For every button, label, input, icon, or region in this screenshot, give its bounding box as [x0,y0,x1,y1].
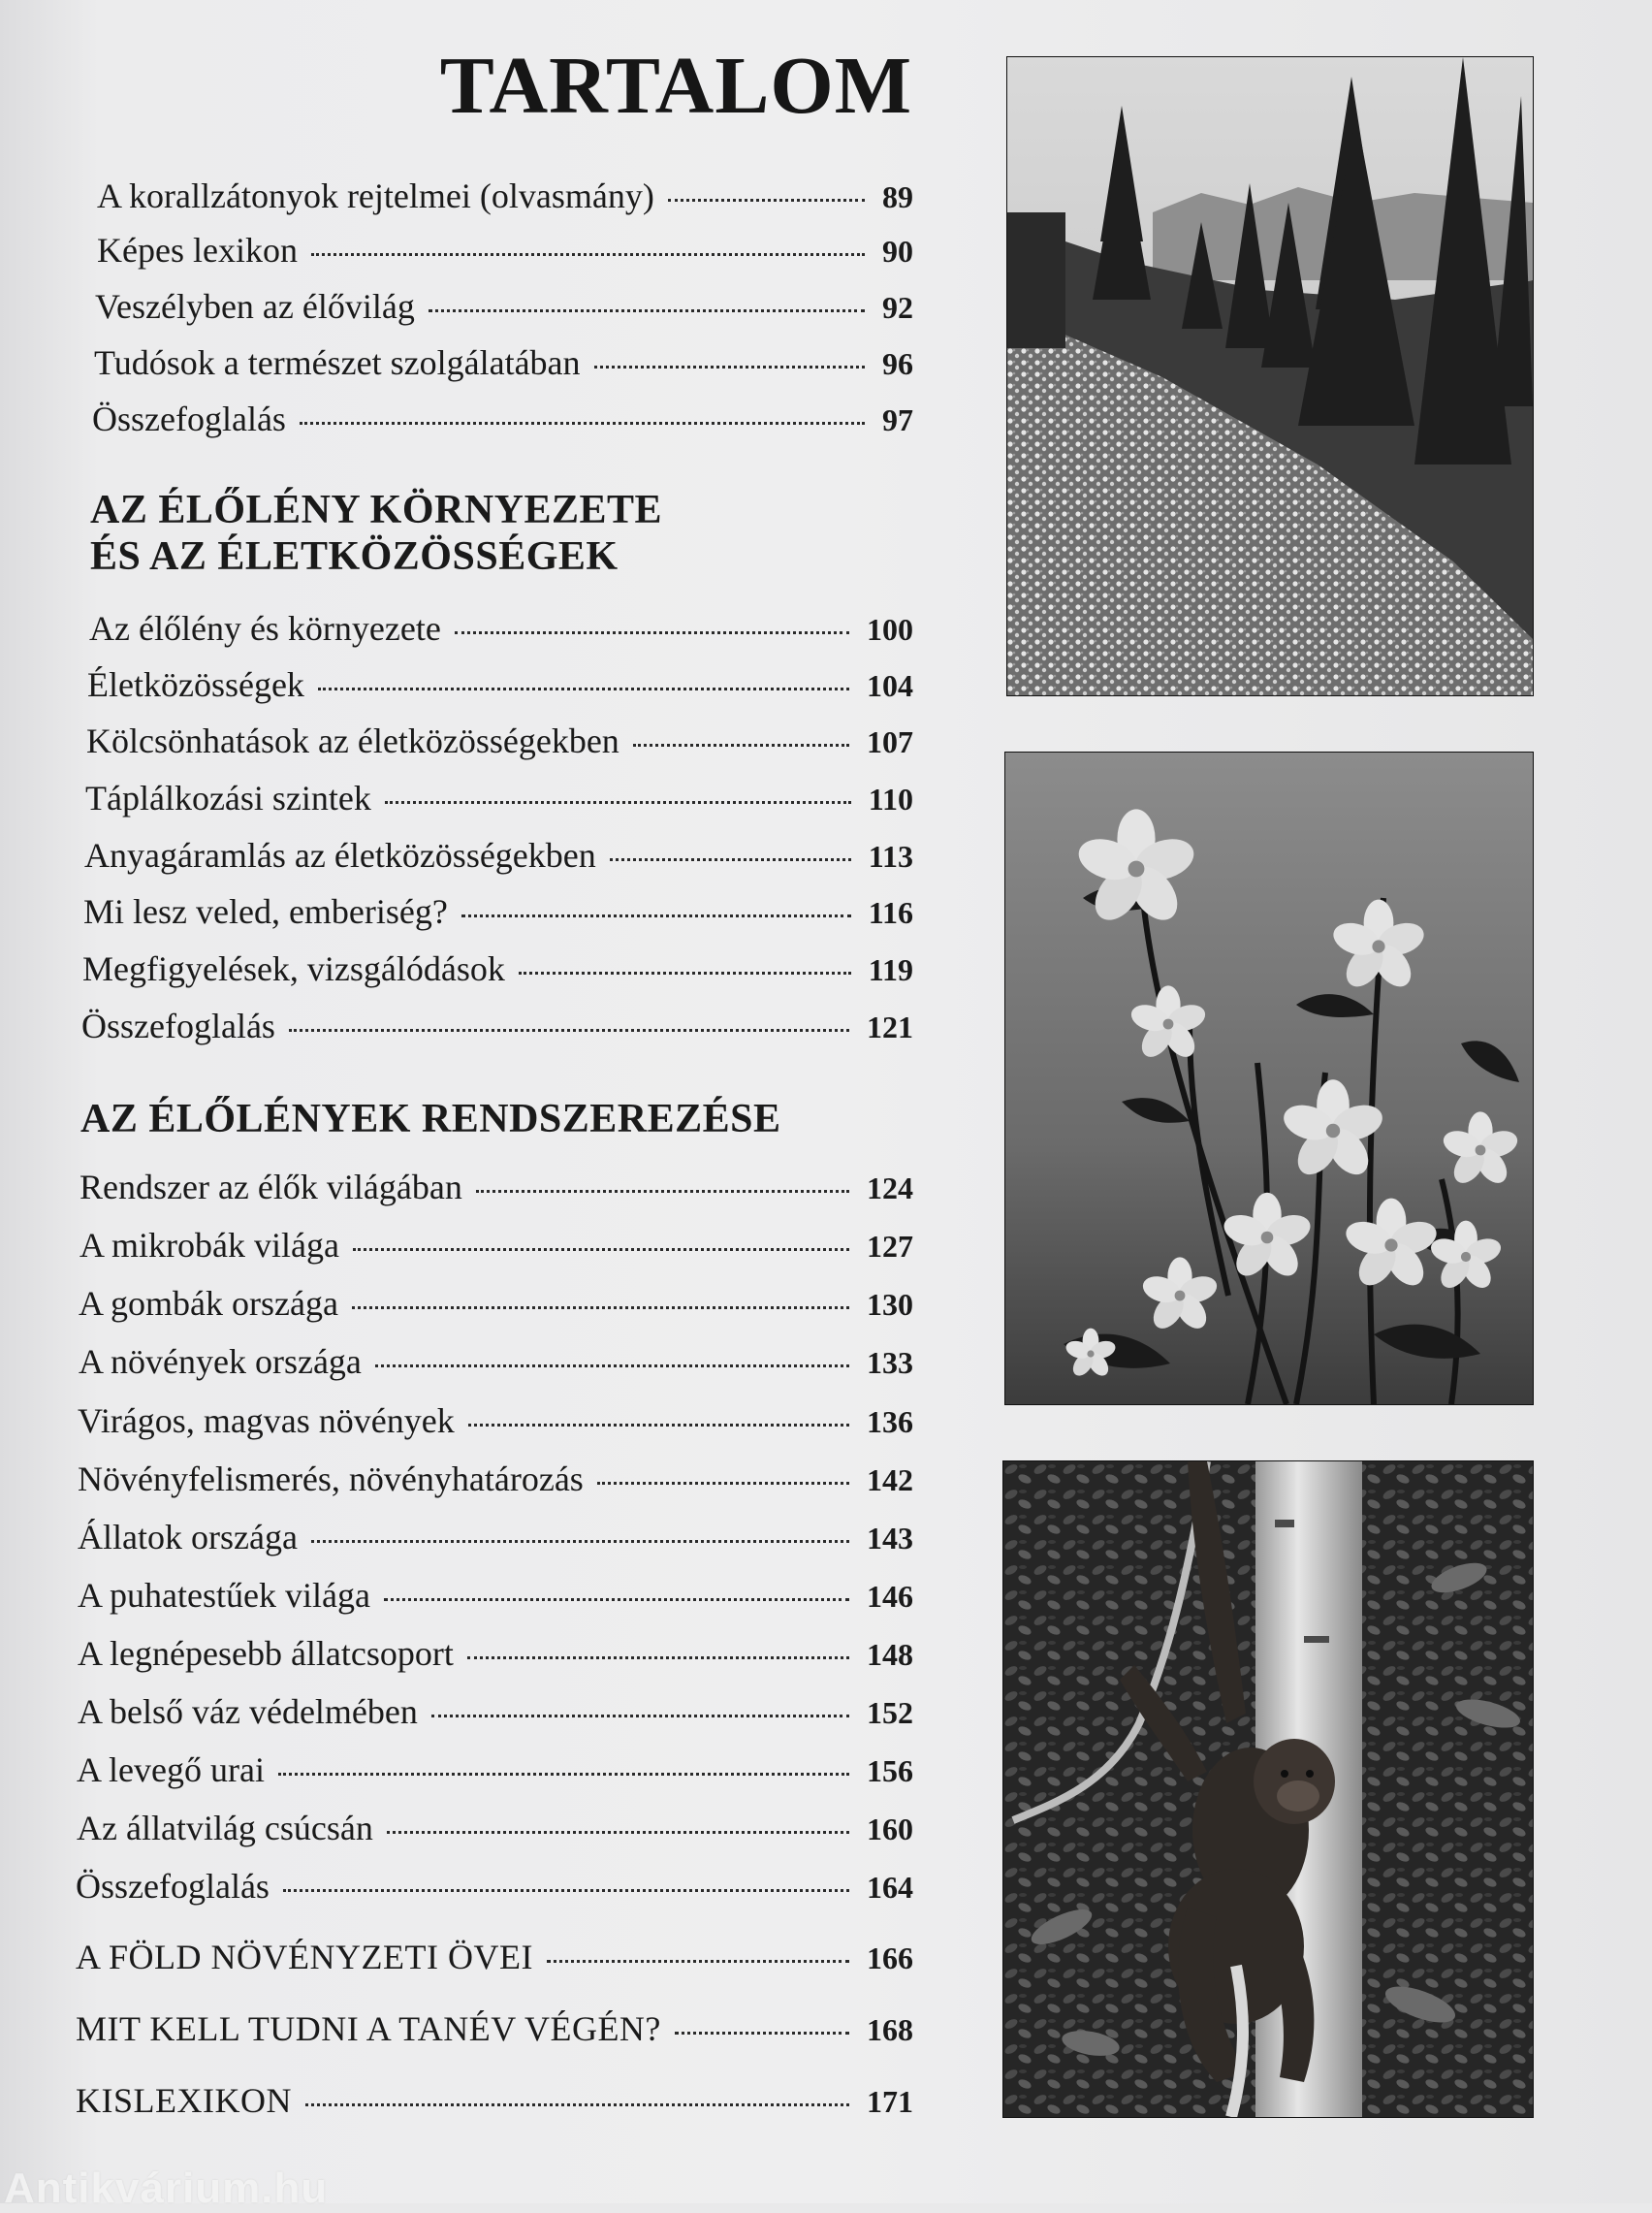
toc-entry-page: 100 [867,612,913,647]
photo-campion-flowers [1004,752,1534,1405]
toc-entry-page: 127 [867,1229,913,1264]
toc-entry-label: Megfigyelések, vizsgálódások [82,949,505,988]
toc-entry[interactable] [84,834,913,877]
toc-entry-label: A FÖLD NÖVÉNYZETI ÖVEI [76,1938,533,1976]
toc-entry[interactable] [89,607,913,650]
dot-leader [467,1656,849,1659]
dot-leader [476,1190,849,1193]
dot-leader [385,801,851,804]
toc-entry[interactable] [77,1807,913,1849]
toc-entry[interactable] [81,1005,913,1047]
toc-entry-page: 104 [867,668,913,703]
toc-entry-page: 152 [867,1695,913,1730]
dot-leader [384,1598,849,1601]
toc-entry-label: A mikrobák világa [79,1226,339,1265]
toc-entry-label: Veszélyben az élővilág [95,287,415,326]
watermark: Antikvárium.hu [4,2165,329,2212]
toc-entry-page: 171 [867,2084,913,2119]
dot-leader [353,1248,849,1251]
toc-entry-label: A legnépesebb állatcsoport [78,1634,454,1673]
toc-entry[interactable] [79,1340,913,1383]
toc-entry-label: Életközösségek [87,665,304,704]
toc-entry[interactable] [76,1936,913,1978]
toc-entry[interactable] [82,947,913,990]
toc-entry[interactable] [86,720,913,762]
toc-entry-page: 96 [882,346,913,381]
orangutan-illustration [1003,1461,1533,2117]
dot-leader [311,253,865,256]
toc-entry-page: 107 [867,724,913,759]
page-title: TARTALOM [439,41,912,131]
toc-entry-page: 133 [867,1345,913,1380]
toc-entry[interactable] [78,1458,913,1500]
toc-entry-label: A belső váz védelmében [78,1692,418,1731]
toc-entry-label: Képes lexikon [97,231,298,270]
toc-entry-label: A levegő urai [77,1750,265,1789]
toc-entry[interactable] [97,229,913,272]
toc-entry[interactable] [79,1224,913,1267]
dot-leader [305,2103,849,2106]
toc-entry-page: 110 [868,782,913,817]
toc-entry[interactable] [85,777,913,819]
toc-entry-label: Anyagáramlás az életközösségekben [84,836,596,875]
dot-leader [461,914,851,917]
dot-leader [352,1306,849,1309]
toc-entry-label: A korallzátonyok rejtelmei (olvasmány) [97,176,654,215]
toc-entry-page: 143 [867,1521,913,1556]
dot-leader [300,422,865,425]
toc-entry-page: 156 [867,1753,913,1788]
toc-entry-page: 124 [867,1171,913,1205]
dot-leader [633,744,849,747]
toc-entry-page: 92 [882,290,913,325]
photo-orangutan [1002,1460,1534,2118]
toc-entry-page: 166 [867,1940,913,1975]
toc-entry-page: 148 [867,1637,913,1672]
dot-leader [283,1889,849,1892]
toc-entry-page: 116 [868,895,913,930]
toc-entry-page: 146 [867,1579,913,1614]
photo-alpine-meadow [1006,56,1534,696]
dot-leader [311,1540,849,1543]
toc-entry[interactable] [78,1632,913,1675]
toc-entry-label: A növények országa [79,1342,362,1381]
dot-leader [668,199,865,202]
toc-entry-label: MIT KELL TUDNI A TANÉV VÉGÉN? [76,2009,661,2048]
toc-entry[interactable] [79,1282,913,1325]
toc-entry-page: 168 [867,2012,913,2047]
flowers-illustration [1005,753,1533,1404]
toc-entry-page: 113 [868,839,913,874]
toc-entry[interactable] [78,1516,913,1558]
dot-leader [318,688,849,690]
toc-entry-label: Összefoglalás [81,1007,275,1045]
section-heading [80,1096,781,1142]
toc-entry-label: Tudósok a természet szolgálatában [94,343,581,382]
toc-entry-label: A gombák országa [79,1284,338,1323]
toc-entry[interactable] [76,2007,913,2050]
toc-entry-label: Állatok országa [78,1518,298,1556]
toc-entry-page: 121 [867,1010,913,1044]
toc-entry[interactable] [83,890,913,933]
toc-entry-label: Összefoglalás [92,400,286,438]
dot-leader [455,631,849,634]
toc-entry-label: Kölcsönhatások az életközösségekben [86,722,620,760]
toc-entry[interactable] [79,1166,913,1208]
toc-entry-page: 97 [882,402,913,437]
toc-entry[interactable] [92,398,913,440]
toc-entry[interactable] [87,663,913,706]
dot-leader [519,972,851,975]
dot-leader [547,1960,849,1963]
dot-leader [468,1424,849,1427]
section-heading-line: AZ ÉLŐLÉNYEK RENDSZEREZÉSE [80,1097,781,1141]
dot-leader [675,2032,849,2035]
dot-leader [375,1364,849,1367]
toc-entry-label: Összefoglalás [76,1867,270,1906]
toc-entry[interactable] [78,1399,913,1442]
toc-entry[interactable] [97,175,913,217]
toc-entry-page: 160 [867,1812,913,1846]
toc-entry-label: Rendszer az élők világában [79,1168,462,1206]
toc-entry-label: Mi lesz veled, emberiség? [83,892,448,931]
toc-entry-label: Az élőlény és környezete [89,609,441,648]
dot-leader [289,1029,849,1032]
dot-leader [387,1831,849,1834]
toc-entry-label: Növényfelismerés, növényhatározás [78,1459,584,1498]
section-heading-line: ÉS AZ ÉLETKÖZÖSSÉGEK [90,534,619,579]
toc-entry-page: 164 [867,1870,913,1905]
dot-leader [429,309,865,312]
toc-entry-label: A puhatestűek világa [78,1576,370,1615]
toc-entry[interactable] [95,285,913,328]
toc-entry-label: KISLEXIKON [76,2081,292,2120]
toc-entry-label: Az állatvilág csúcsán [77,1809,373,1847]
toc-entry[interactable] [78,1574,913,1617]
toc-entry-label: Táplálkozási szintek [85,779,371,818]
toc-entry-page: 136 [867,1404,913,1439]
toc-entry-page: 90 [882,234,913,269]
toc-entry[interactable] [77,1748,913,1791]
toc-entry-page: 119 [868,952,913,987]
section-heading-line: AZ ÉLŐLÉNY KÖRNYEZETE [90,488,663,532]
toc-entry-page: 130 [867,1287,913,1322]
toc-entry[interactable] [76,1865,913,1908]
dot-leader [594,366,865,369]
dot-leader [597,1482,849,1485]
toc-entry-label: Virágos, magvas növények [78,1401,455,1440]
toc-entry[interactable] [76,2079,913,2122]
dot-leader [431,1715,849,1717]
dot-leader [278,1773,849,1776]
toc-entry[interactable] [94,341,913,384]
mountain-forest-illustration [1007,57,1533,695]
toc-entry[interactable] [78,1690,913,1733]
toc-entry-page: 89 [882,179,913,214]
dot-leader [610,858,851,861]
section-heading [90,487,662,580]
toc-entry-page: 142 [867,1462,913,1497]
